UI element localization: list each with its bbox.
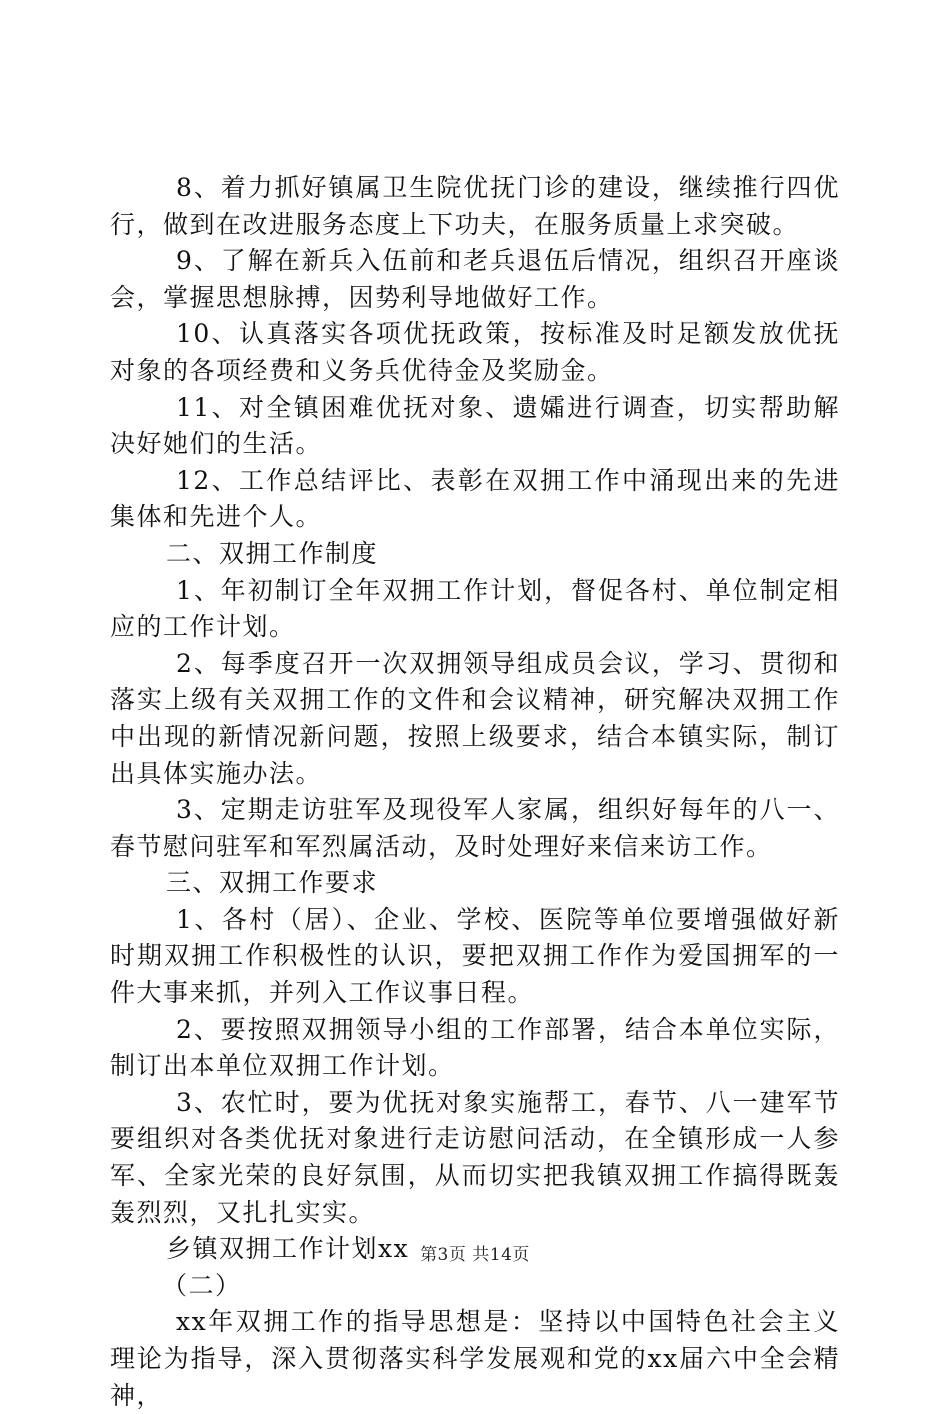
- document-body: [110, 170, 840, 1414]
- section-heading-requirements: 三、双拥工作要求: [166, 868, 379, 898]
- page-number-footer: 第3页 共14页: [420, 1245, 530, 1265]
- paragraph-requirement-2: 2、要按照双拥领导小组的工作部署，结合本单位实际，制订出本单位双拥工作计划。: [110, 1014, 840, 1081]
- paragraph-item-9: 9、了解在新兵入伍前和老兵退伍后情况，组织召开座谈会，掌握思想脉搏，因势利导地做好工作。: [110, 246, 840, 312]
- paragraph-system-2: 2、每季度召开一次双拥领导组成员会议，学习、贯彻和落实上级有关双拥工作的文件和会议精神，研究解决双拥工作中出现的新情况新问题，按照上级要求，结合本镇实际，制订出具体实施办法。: [110, 648, 840, 788]
- document-subtitle: 乡镇双拥工作计划xx: [166, 1234, 410, 1264]
- paragraph-item-8: 8、着力抓好镇属卫生院优抚门诊的建设，继续推行四优行，做到在改进服务态度上下功夫，在服务质量上求突破。: [110, 173, 840, 239]
- paragraph-system-1: 1、年初制订全年双拥工作计划，督促各村、单位制定相应的工作计划。: [110, 575, 840, 642]
- section-heading-system: 二、双拥工作制度: [166, 538, 379, 568]
- paragraph-requirement-1: 1、各村（居）、企业、学校、医院等单位要增强做好新时期双拥工作积极性的认识，要把双拥工作作为爱国拥军的一件大事来抓，并列入工作议事日程。: [110, 904, 840, 1008]
- paragraph-guiding-thought: xx年双拥工作的指导思想是：坚持以中国特色社会主义理论为指导，深入贯彻落实科学发展观和党的xx届六中全会精神，: [110, 1307, 840, 1410]
- paragraph-system-3: 3、定期走访驻军及现役军人家属，组织好每年的八一、春节慰问驻军和军烈属活动，及时处理好来信来访工作。: [110, 795, 840, 861]
- paragraph-item-10: 10、认真落实各项优抚政策，按标准及时足额发放优抚对象的各项经费和义务兵优待金及奖励金。: [110, 319, 840, 385]
- section-number: （二）: [162, 1270, 242, 1300]
- paragraph-requirement-3: 3、农忙时，要为优抚对象实施帮工，春节、八一建军节要组织对各类优抚对象进行走访慰问活动，在全镇形成一人参军、全家光荣的良好氛围，从而切实把我镇双拥工作搞得既轰轰烈烈，又扎扎实实。: [110, 1087, 840, 1227]
- paragraph-item-12: 12、工作总结评比、表彰在双拥工作中涌现出来的先进集体和先进个人。: [110, 465, 840, 532]
- paragraph-item-11: 11、对全镇困难优抚对象、遗孀进行调查，切实帮助解决好她们的生活。: [110, 392, 840, 459]
